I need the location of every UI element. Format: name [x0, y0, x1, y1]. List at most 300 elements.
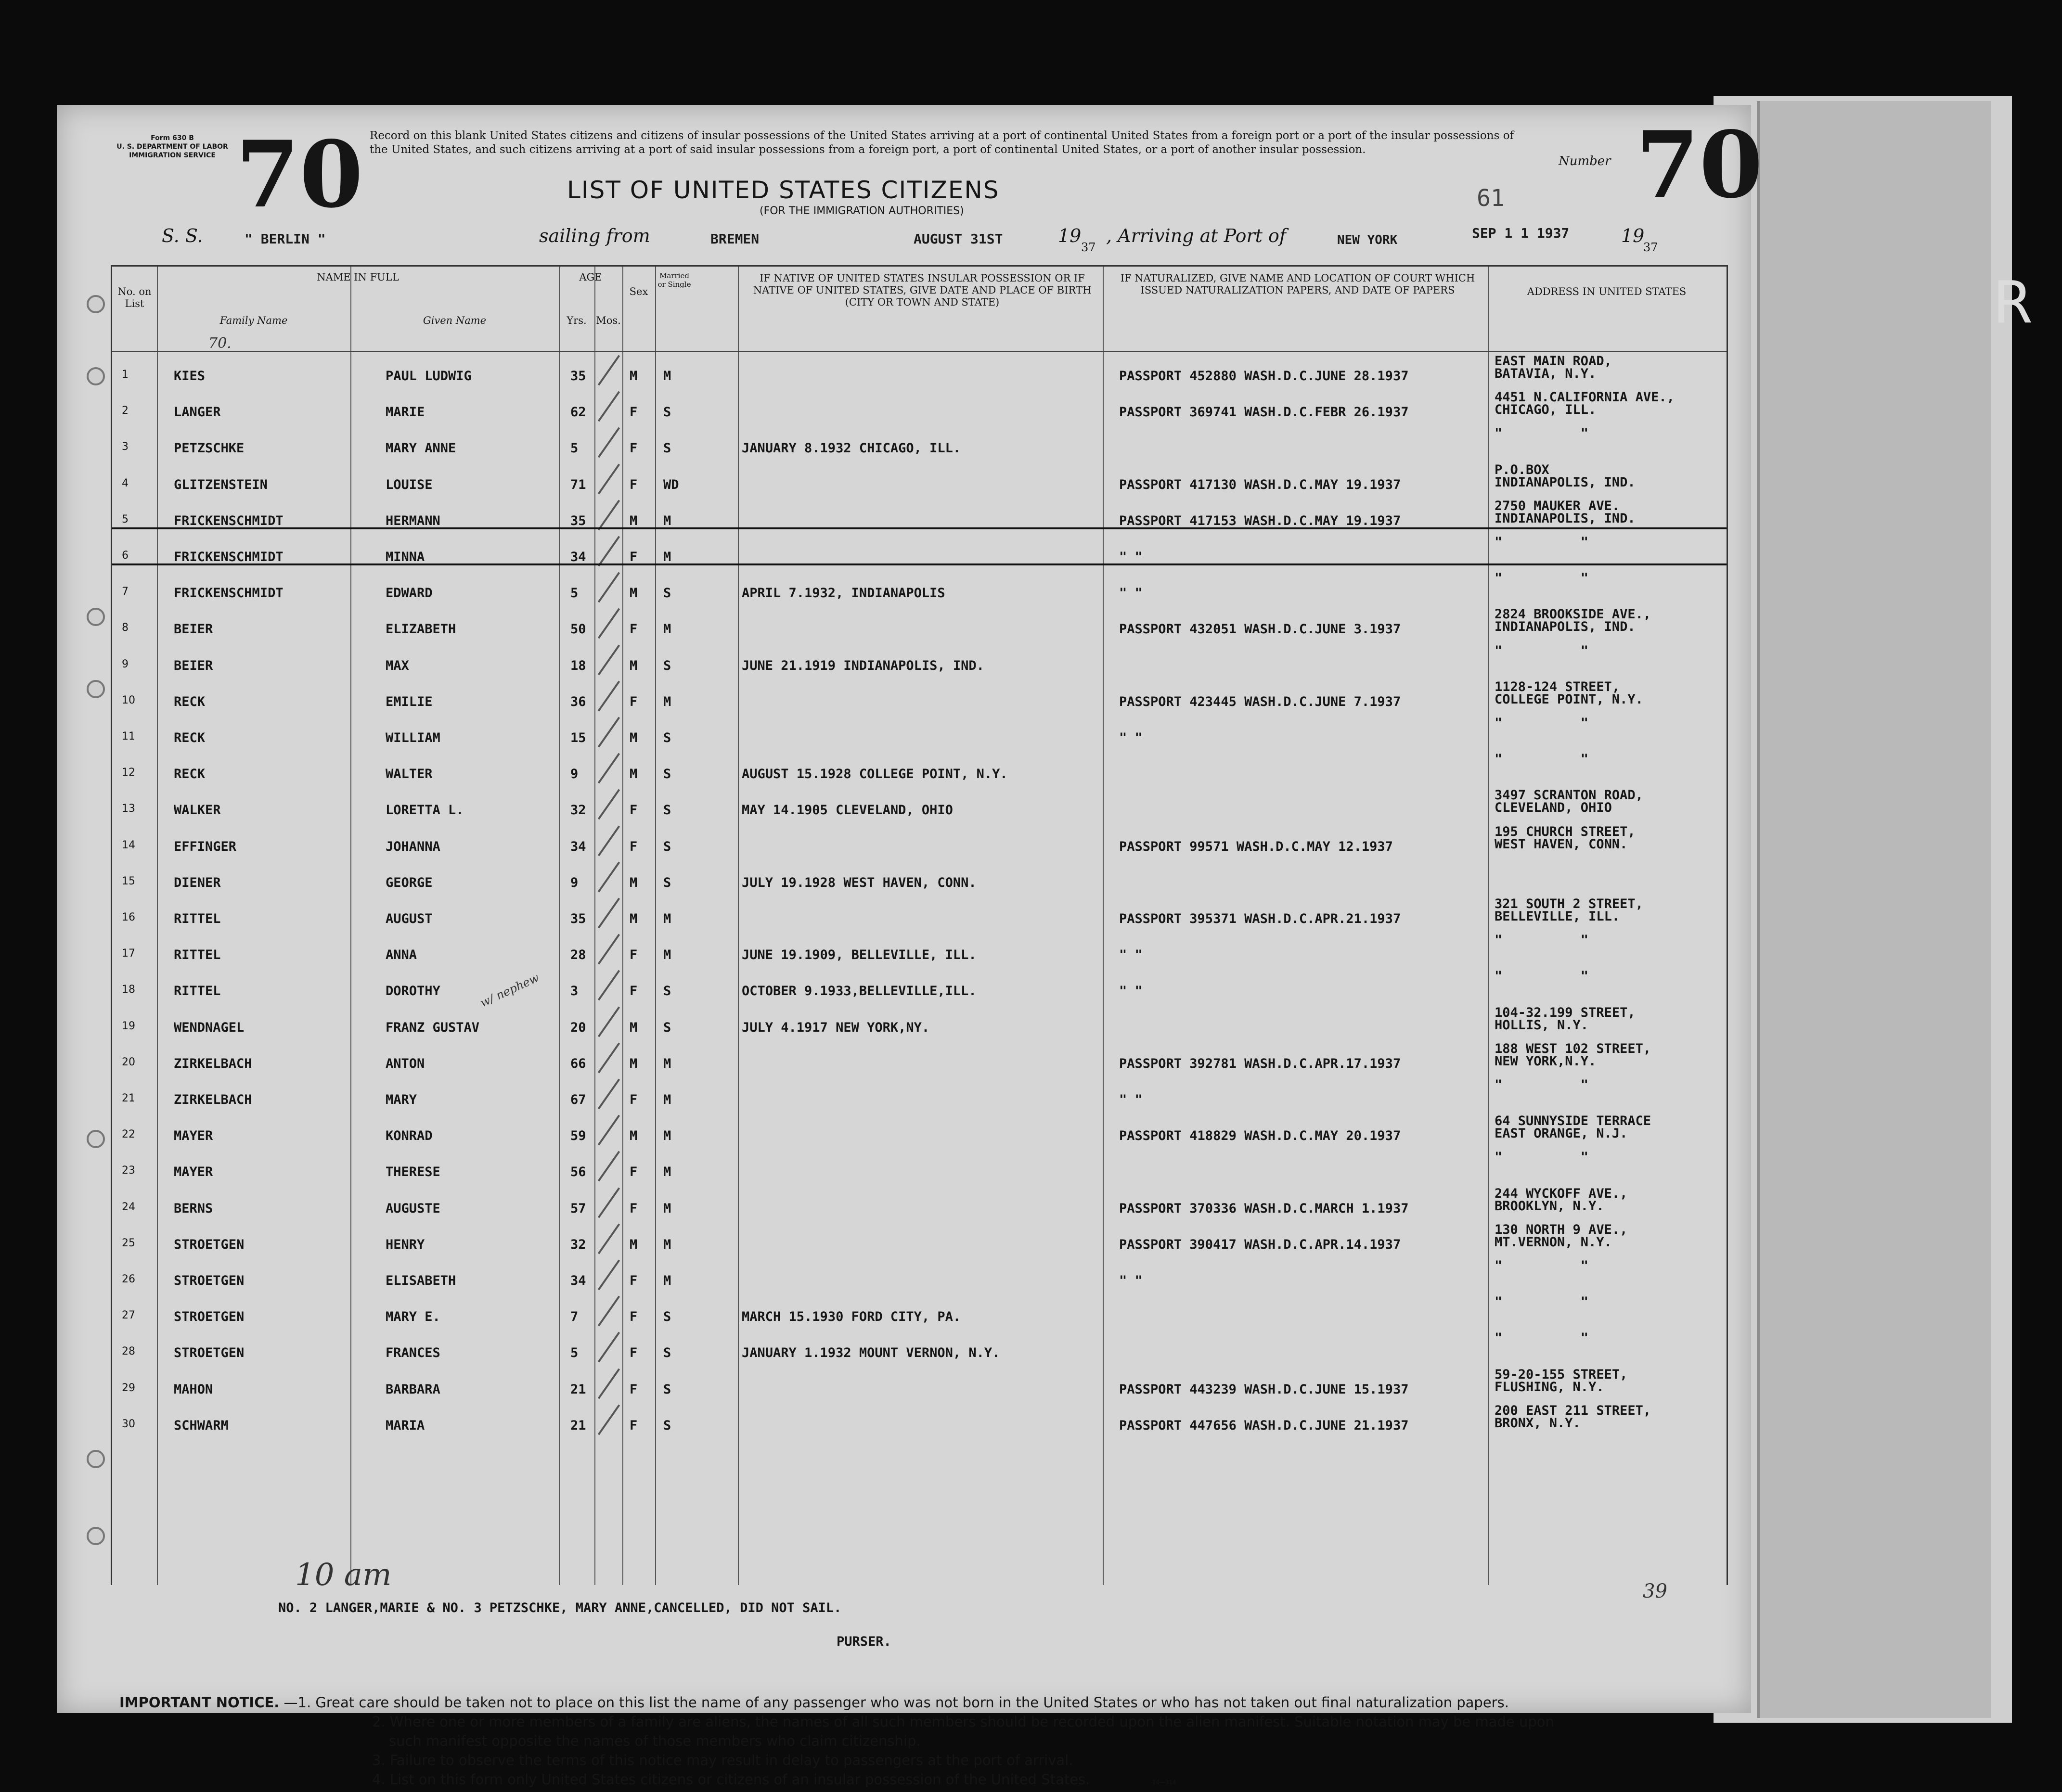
check-mark [598, 825, 620, 856]
cell-sex: M [630, 1128, 638, 1144]
list-number-left: 70 [236, 121, 363, 228]
arrival-year-suffix: 37 [1643, 241, 1658, 254]
header-address: ADDRESS IN UNITED STATES [1527, 286, 1687, 297]
arriving-label: , Arriving at Port of [1106, 225, 1286, 246]
check-mark [598, 789, 620, 820]
cell-age: 35 [570, 911, 586, 926]
cell-addr: " " [1495, 1331, 1589, 1346]
cell-ms: WD [663, 477, 679, 492]
cell-addr: " " [1495, 535, 1589, 550]
cell-no: 12 [122, 767, 135, 779]
table-row [112, 786, 1727, 822]
page-subtitle: (FOR THE IMMIGRATION AUTHORITIES) [760, 205, 964, 217]
cell-ms: M [663, 1165, 671, 1180]
cell-addr: 130 NORTH 9 AVE., MT.VERNON, N.Y. [1495, 1222, 1628, 1250]
sailing-date: AUGUST 31ST [914, 231, 1003, 247]
cell-addr: EAST MAIN ROAD, BATAVIA, N.Y. [1495, 354, 1612, 381]
table-row [112, 714, 1727, 750]
cell-family: MAHON [174, 1382, 213, 1397]
cell-family: WALKER [174, 803, 221, 818]
cell-addr: 321 SOUTH 2 STREET, BELLEVILLE, ILL. [1495, 896, 1643, 924]
cell-given: KONRAD [386, 1128, 433, 1144]
cell-ms: M [663, 1092, 671, 1107]
cell-given: MARIE [386, 405, 425, 420]
cell-no: 7 [122, 586, 129, 598]
cell-sex: M [630, 875, 638, 890]
cell-age: 59 [570, 1128, 586, 1144]
back-sheet-edge [1757, 101, 1991, 1718]
cell-sex: F [630, 803, 638, 818]
cell-addr: " " [1495, 752, 1589, 767]
form-identifier [103, 134, 242, 160]
cancel-strike-row-2 [112, 527, 1727, 529]
cell-family: FRICKENSCHMIDT [174, 550, 284, 564]
cell-ms: S [663, 405, 671, 420]
cell-no: 14 [122, 839, 135, 851]
table-row [112, 461, 1727, 497]
cell-papers: " " [1119, 1092, 1143, 1107]
cell-ms: S [663, 984, 671, 999]
cell-ms: M [663, 1237, 671, 1252]
check-mark [598, 898, 620, 929]
punch-hole [87, 1527, 105, 1545]
cell-age: 5 [570, 441, 579, 456]
cell-papers: PASSPORT 447656 WASH.D.C.JUNE 21.1937 [1119, 1418, 1409, 1433]
cell-addr: 195 CHURCH STREET, WEST HAVEN, CONN. [1495, 824, 1636, 852]
cell-addr: " " [1495, 969, 1589, 984]
cell-ms: M [663, 369, 671, 384]
cell-no: 22 [122, 1128, 135, 1141]
cell-sex: F [630, 984, 638, 999]
table-row [112, 823, 1727, 859]
cancel-strike-row-3 [112, 563, 1727, 565]
cell-sex: M [630, 1020, 638, 1035]
cell-sex: F [630, 550, 638, 564]
table-row [112, 569, 1727, 605]
check-mark [598, 1260, 620, 1291]
check-mark [598, 934, 620, 965]
check-mark [598, 608, 620, 639]
table-row [112, 967, 1727, 1003]
table-row [112, 605, 1727, 641]
cell-papers: " " [1119, 947, 1143, 963]
header-name-in-full: NAME IN FULL [317, 271, 399, 283]
year-prefix: 19 [1058, 225, 1082, 246]
cell-papers: " " [1119, 586, 1143, 601]
cell-family: RITTEL [174, 947, 221, 963]
table-row [112, 1366, 1727, 1402]
cell-papers: " " [1119, 730, 1143, 745]
cell-age: 66 [570, 1056, 586, 1071]
cell-no: 15 [122, 875, 135, 887]
cell-family: BEIER [174, 622, 213, 637]
punch-hole [87, 367, 105, 385]
cell-given: MINNA [386, 550, 425, 564]
cell-papers: PASSPORT 370336 WASH.D.C.MARCH 1.1937 [1119, 1201, 1409, 1216]
cell-sex: F [630, 1382, 638, 1397]
cell-addr: 200 EAST 211 STREET, BRONX, N.Y. [1495, 1403, 1651, 1431]
table-row [112, 1402, 1727, 1438]
cell-family: STROETGEN [174, 1309, 245, 1325]
cell-age: 71 [570, 477, 586, 492]
cell-no: 6 [122, 550, 129, 562]
cell-age: 5 [570, 1345, 579, 1361]
cell-papers: PASSPORT 432051 WASH.D.C.JUNE 3.1937 [1119, 622, 1401, 637]
cell-ms: M [663, 694, 671, 709]
cell-family: BERNS [174, 1201, 213, 1216]
handwritten-list-number: 70. [208, 335, 232, 352]
cell-no: 3 [122, 441, 129, 453]
cell-given: BARBARA [386, 1382, 440, 1397]
cell-given: MAX [386, 658, 409, 673]
cell-family: MAYER [174, 1165, 213, 1180]
cell-given: THERESE [386, 1165, 440, 1180]
cell-no: 20 [122, 1056, 135, 1068]
passenger-table [111, 265, 1728, 1602]
cell-addr: 64 SUNNYSIDE TERRACE EAST ORANGE, N.J. [1495, 1114, 1651, 1141]
cell-birth: JANUARY 8.1932 CHICAGO, ILL. [742, 441, 961, 456]
punch-hole [87, 608, 105, 626]
cell-age: 28 [570, 947, 586, 963]
cell-sex: M [630, 730, 638, 745]
cell-no: 21 [122, 1092, 135, 1104]
cell-ms: S [663, 1382, 671, 1397]
cell-age: 32 [570, 803, 586, 818]
handwritten-tally: 10 am [295, 1557, 392, 1593]
cell-age: 56 [570, 1165, 586, 1180]
table-row [112, 1293, 1727, 1329]
cell-age: 21 [570, 1418, 586, 1433]
cell-given: AUGUST [386, 911, 433, 926]
cell-family: RECK [174, 694, 206, 709]
table-row [112, 642, 1727, 678]
cell-ms: S [663, 875, 671, 890]
handwritten-nephew-note: w/ nephew [478, 971, 541, 1010]
form-number: Form 630 B [151, 134, 194, 142]
cell-sex: M [630, 1056, 638, 1071]
cell-addr: 244 WYCKOFF AVE., BROOKLYN, N.Y. [1495, 1186, 1628, 1214]
stamp-number: 61 [1477, 185, 1505, 212]
header-given-name: Given Name [423, 315, 487, 326]
cell-birth: JULY 4.1917 NEW YORK,NY. [742, 1020, 930, 1035]
cell-papers: " " [1119, 1273, 1143, 1288]
cell-ms: S [663, 1418, 671, 1433]
cell-papers: PASSPORT 395371 WASH.D.C.APR.21.1937 [1119, 911, 1401, 926]
cell-age: 9 [570, 767, 579, 782]
cell-addr: 59-20-155 STREET, FLUSHING, N.Y. [1495, 1367, 1628, 1395]
cell-no: 19 [122, 1020, 135, 1032]
cell-no: 16 [122, 911, 135, 923]
cell-given: ELIZABETH [386, 622, 456, 637]
cell-given: ANNA [386, 947, 417, 963]
cell-ms: S [663, 730, 671, 745]
table-row [112, 1112, 1727, 1148]
cell-given: PAUL LUDWIG [386, 369, 472, 384]
table-row [112, 388, 1727, 424]
cell-given: FRANZ GUSTAV [386, 1020, 480, 1035]
cell-given: AUGUSTE [386, 1201, 440, 1216]
check-mark [598, 1151, 620, 1182]
header-yrs: Yrs. [567, 315, 587, 326]
cell-given: MARY [386, 1092, 417, 1107]
list-number-right: 70 [1636, 111, 1763, 218]
table-row [112, 1329, 1727, 1365]
cell-family: RITTEL [174, 984, 221, 999]
sailing-label: sailing from [539, 225, 650, 246]
cell-addr: " " [1495, 1150, 1589, 1165]
table-row [112, 1148, 1727, 1184]
check-mark [598, 717, 620, 748]
cell-age: 50 [570, 622, 586, 637]
cell-given: EMILIE [386, 694, 433, 709]
print-code: 14—314 [1152, 1779, 1176, 1786]
cell-birth: MAY 14.1905 CLEVELAND, OHIO [742, 803, 953, 818]
cell-ms: M [663, 947, 671, 963]
ss-label: S. S. [162, 225, 203, 246]
cell-birth: JANUARY 1.1932 MOUNT VERNON, N.Y. [742, 1345, 1000, 1361]
manifest-page [57, 105, 1763, 1788]
cell-ms: M [663, 1273, 671, 1288]
check-mark [598, 1404, 620, 1435]
check-mark [598, 861, 620, 892]
cell-addr: 1128-124 STREET, COLLEGE POINT, N.Y. [1495, 679, 1643, 707]
cell-papers: " " [1119, 984, 1143, 999]
handwritten-page-count: 39 [1643, 1580, 1667, 1602]
cell-addr: " " [1495, 1258, 1589, 1273]
cell-family: STROETGEN [174, 1345, 245, 1361]
page-title: LIST OF UNITED STATES CITIZENS [567, 176, 1000, 204]
cell-age: 15 [570, 730, 586, 745]
header-no: No. on List [117, 286, 152, 309]
cell-sex: F [630, 947, 638, 963]
check-mark [598, 427, 620, 458]
cell-ms: M [663, 513, 671, 528]
cell-sex: F [630, 441, 638, 456]
cell-family: STROETGEN [174, 1237, 245, 1252]
cell-papers: PASSPORT 418829 WASH.D.C.MAY 20.1937 [1119, 1128, 1401, 1144]
cell-addr: 3497 SCRANTON ROAD, CLEVELAND, OHIO [1495, 788, 1643, 816]
important-notice [119, 1693, 1756, 1789]
cell-no: 28 [122, 1345, 135, 1358]
cell-birth: JUNE 19.1909, BELLEVILLE, ILL. [742, 947, 977, 963]
cell-addr: " " [1495, 643, 1589, 658]
cell-ms: S [663, 1020, 671, 1035]
cell-papers: PASSPORT 452880 WASH.D.C.JUNE 28.1937 [1119, 369, 1409, 384]
purser-label: PURSER. [837, 1634, 891, 1649]
port-from: BREMEN [710, 231, 760, 247]
table-row [112, 1221, 1727, 1257]
check-mark [598, 355, 620, 386]
cell-family: ZIRKELBACH [174, 1056, 252, 1071]
cell-no: 1 [122, 369, 129, 381]
check-mark [598, 970, 620, 1001]
cell-age: 67 [570, 1092, 586, 1107]
cell-no: 26 [122, 1273, 135, 1285]
cell-given: DOROTHY [386, 984, 440, 999]
cell-no: 27 [122, 1309, 135, 1322]
cell-addr: 104-32.199 STREET, HOLLIS, N.Y. [1495, 1005, 1636, 1033]
cell-no: 2 [122, 405, 129, 417]
cell-ms: S [663, 1345, 671, 1361]
cell-addr: " " [1495, 716, 1589, 730]
notice-item-3: 3. Failure to observe the terms of this notice may result in delay to passengers at the port of arrival. [372, 1752, 1073, 1768]
cell-given: HERMANN [386, 513, 440, 528]
cell-sex: F [630, 1309, 638, 1325]
cell-sex: M [630, 1237, 638, 1252]
cell-no: 11 [122, 730, 135, 742]
header-sex: Sex [629, 286, 648, 297]
cell-age: 34 [570, 839, 586, 854]
cell-ms: S [663, 1309, 671, 1325]
cell-age: 32 [570, 1237, 586, 1252]
cell-sex: M [630, 369, 638, 384]
check-mark [598, 536, 620, 567]
cell-addr: 2750 MAUKER AVE. INDIANAPOLIS, IND. [1495, 498, 1636, 526]
cell-sex: F [630, 405, 638, 420]
arrival-year-prefix: 19 [1621, 225, 1645, 246]
cell-papers: PASSPORT 369741 WASH.D.C.FEBR 26.1937 [1119, 405, 1409, 420]
cell-ms: M [663, 911, 671, 926]
cell-age: 21 [570, 1382, 586, 1397]
cell-no: 17 [122, 947, 135, 960]
number-label: Number [1559, 154, 1611, 168]
cell-family: RITTEL [174, 911, 221, 926]
table-row [112, 1185, 1727, 1221]
cell-given: GEORGE [386, 875, 433, 890]
cell-sex: M [630, 767, 638, 782]
year-suffix: 37 [1081, 241, 1096, 254]
cell-ms: S [663, 586, 671, 601]
cell-ms: S [663, 803, 671, 818]
cell-given: FRANCES [386, 1345, 440, 1361]
cell-birth: AUGUST 15.1928 COLLEGE POINT, N.Y. [742, 767, 1008, 782]
cell-family: FRICKENSCHMIDT [174, 513, 284, 528]
header-native: IF NATIVE OF UNITED STATES INSULAR POSSESSION OR IF NATIVE OF UNITED STATES, GIVE DATE AND PLACE OF BIRTH (CITY OR TOWN AND STATE) [753, 272, 1092, 308]
check-mark [598, 680, 620, 711]
cell-addr: 4451 N.CALIFORNIA AVE., CHICAGO, ILL. [1495, 390, 1675, 418]
cell-addr: " " [1495, 933, 1589, 948]
cell-papers: PASSPORT 392781 WASH.D.C.APR.17.1937 [1119, 1056, 1401, 1071]
cell-given: WILLIAM [386, 730, 440, 745]
check-mark [598, 463, 620, 494]
cell-no: 13 [122, 803, 135, 815]
notice-item-4: 4. List on this form only United States citizens or citizens of an insular possession of the United States. 14—314 [372, 1771, 1176, 1788]
cell-family: KIES [174, 369, 206, 384]
cell-addr: " " [1495, 1294, 1589, 1310]
check-mark [598, 391, 620, 422]
check-mark [598, 753, 620, 784]
cell-family: LANGER [174, 405, 221, 420]
cell-age: 3 [570, 984, 579, 999]
cell-age: 7 [570, 1309, 579, 1325]
cell-papers: PASSPORT 99571 WASH.D.C.MAY 12.1937 [1119, 839, 1393, 854]
table-row [112, 352, 1727, 388]
cell-age: 57 [570, 1201, 586, 1216]
cell-addr: 188 WEST 102 STREET, NEW YORK,N.Y. [1495, 1041, 1651, 1069]
cell-age: 18 [570, 658, 586, 673]
department-name: U. S. DEPARTMENT OF LABOR [116, 143, 228, 151]
check-mark [598, 1368, 620, 1399]
cell-addr: 2824 BROOKSIDE AVE., INDIANAPOLIS, IND. [1495, 607, 1651, 635]
cell-addr: " " [1495, 426, 1589, 441]
table-row [112, 895, 1727, 931]
cell-ms: M [663, 550, 671, 564]
notice-item-2: 2. Where one or more members of a family are aliens, the names of all such members should be recorded upon the alien manifest. Suitable notation may be made upon [372, 1714, 1554, 1730]
arrival-stamp: SEP 1 1 1937 [1472, 225, 1570, 241]
check-mark [598, 1115, 620, 1146]
cell-sex: F [630, 694, 638, 709]
cell-ms: M [663, 1056, 671, 1071]
ship-name: " BERLIN " [245, 231, 326, 247]
cell-given: HENRY [386, 1237, 425, 1252]
cell-ms: M [663, 622, 671, 637]
cell-no: 5 [122, 513, 129, 525]
cell-sex: F [630, 839, 638, 854]
cell-sex: F [630, 1165, 638, 1180]
cell-sex: F [630, 1201, 638, 1216]
cell-sex: M [630, 658, 638, 673]
cell-family: FRICKENSCHMIDT [174, 586, 284, 601]
cell-age: 35 [570, 513, 586, 528]
cell-sex: M [630, 586, 638, 601]
cell-given: MARY E. [386, 1309, 440, 1325]
table-row [112, 750, 1727, 786]
table-row [112, 678, 1727, 714]
cell-no: 23 [122, 1165, 135, 1177]
cell-no: 18 [122, 984, 135, 996]
cell-papers: PASSPORT 443239 WASH.D.C.JUNE 15.1937 [1119, 1382, 1409, 1397]
cell-no: 30 [122, 1418, 135, 1430]
cell-sex: F [630, 1418, 638, 1433]
cell-given: MARY ANNE [386, 441, 456, 456]
cell-family: DIENER [174, 875, 221, 890]
cell-family: BEIER [174, 658, 213, 673]
check-mark [598, 644, 620, 675]
cell-age: 36 [570, 694, 586, 709]
cell-given: LOUISE [386, 477, 433, 492]
cell-no: 8 [122, 622, 129, 634]
cell-age: 5 [570, 586, 579, 601]
check-mark [598, 1223, 620, 1254]
cell-given: JOHANNA [386, 839, 440, 854]
cell-sex: F [630, 1345, 638, 1361]
cell-age: 34 [570, 550, 586, 564]
check-mark [598, 1079, 620, 1110]
check-mark [598, 1296, 620, 1327]
header-naturalized: IF NATURALIZED, GIVE NAME AND LOCATION OF COURT WHICH ISSUED NATURALIZATION PAPERS, AND DATE OF PAPERS [1120, 272, 1475, 296]
header-family-name: Family Name [219, 315, 288, 326]
cell-ms: M [663, 1201, 671, 1216]
cell-age: 62 [570, 405, 586, 420]
cell-sex: M [630, 513, 638, 528]
check-mark [598, 499, 620, 530]
cell-ms: S [663, 441, 671, 456]
punch-hole [87, 295, 105, 313]
cell-birth: JULY 19.1928 WEST HAVEN, CONN. [742, 875, 977, 890]
cell-addr: " " [1495, 1077, 1589, 1092]
check-mark [598, 572, 620, 603]
cell-given: LORETTA L. [386, 803, 464, 818]
cell-given: MARIA [386, 1418, 425, 1433]
cell-given: ELISABETH [386, 1273, 456, 1288]
cell-papers: PASSPORT 423445 WASH.D.C.JUNE 7.1937 [1119, 694, 1401, 709]
check-mark [598, 1332, 620, 1363]
table-row [112, 931, 1727, 967]
cell-family: EFFINGER [174, 839, 237, 854]
cell-age: 35 [570, 369, 586, 384]
cell-sex: F [630, 477, 638, 492]
cell-age: 34 [570, 1273, 586, 1288]
